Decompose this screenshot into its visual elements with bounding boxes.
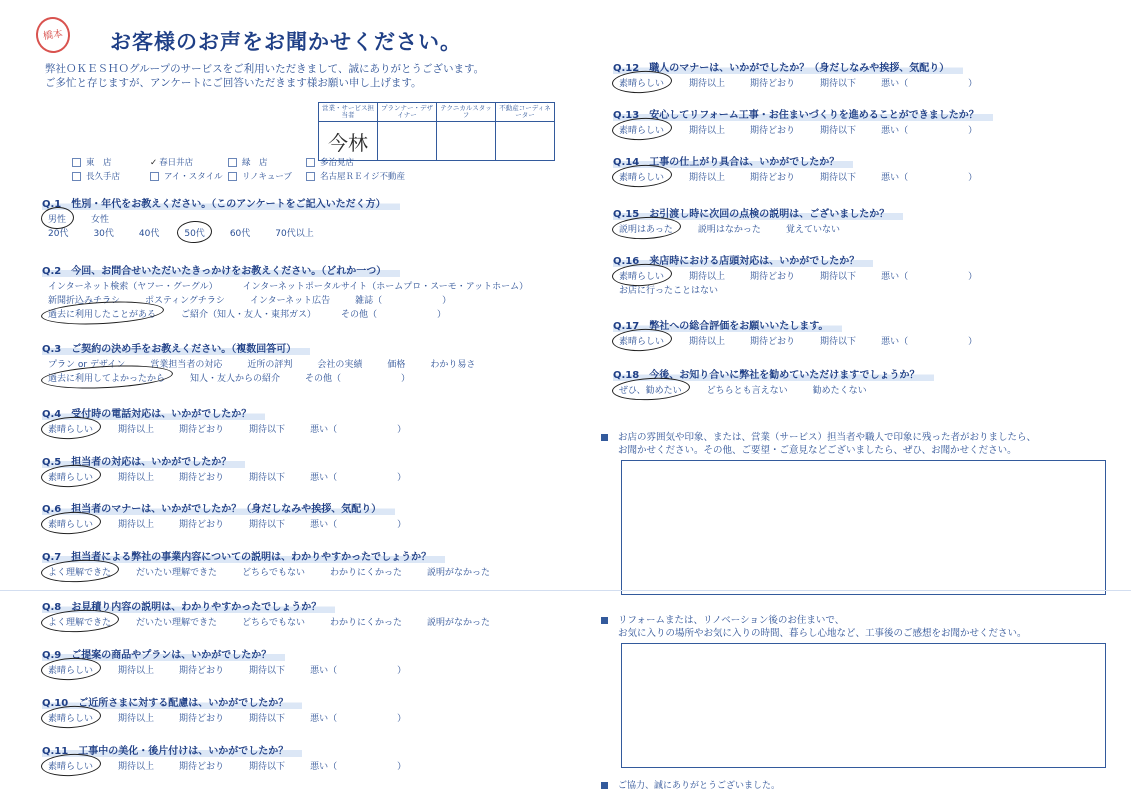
answer-option[interactable]: 期待以下 <box>249 714 286 724</box>
answer-option[interactable]: 悪い（ <box>881 173 909 183</box>
store-option[interactable] <box>72 156 150 170</box>
answer-option[interactable]: 70代以上 <box>275 229 314 239</box>
question-heading <box>613 106 993 121</box>
staff-header: プランナー・デザイナー <box>378 103 437 122</box>
answer-option[interactable]: だいたい理解できた <box>136 568 218 578</box>
answer-option[interactable]: 素晴らしい <box>48 517 93 530</box>
question-5 <box>42 453 407 483</box>
question-text: 今後、お知り合いに弊社を勧めていただけますでしょうか？ <box>649 370 920 381</box>
answer-option[interactable]: 会社の実績 <box>317 360 363 370</box>
answer-option[interactable]: 30代 <box>93 229 114 239</box>
store-label: リノキューブ <box>242 172 292 182</box>
question-number: Q.4 <box>42 409 62 420</box>
question-text: 受付時の電話対応は、いかがでしたか？ <box>71 409 252 420</box>
answer-options <box>619 222 865 235</box>
store-label: 名古屋ＲＥイジ不動産 <box>320 172 406 182</box>
answer-option[interactable]: 悪い（ <box>310 425 338 435</box>
answer-option[interactable]: 素晴らしい <box>619 76 664 89</box>
question-text: 職人のマナーは、いかがでしたか？（身だしなみや挨拶、気配り） <box>649 63 950 74</box>
check-mark-icon[interactable]: ✓ <box>150 158 158 168</box>
answer-option[interactable]: 勧めたくない <box>812 386 867 396</box>
answer-option[interactable]: 期待どおり <box>179 762 225 772</box>
answer-option[interactable]: 期待どおり <box>750 173 796 183</box>
answer-option[interactable]: 悪い（ <box>881 79 909 89</box>
answer-option[interactable]: 期待以上 <box>118 714 155 724</box>
store-option[interactable] <box>72 170 150 184</box>
comment2-line: リフォームまたは、リノベーション後のお住まいで、 <box>618 615 845 626</box>
question-11 <box>42 742 407 772</box>
answer-option[interactable]: わかりにくかった <box>329 618 402 628</box>
answer-option[interactable]: 期待以上 <box>118 473 155 483</box>
answer-option[interactable]: ご紹介（知人・友人・東邦ガス） <box>181 310 317 320</box>
question-number: Q.6 <box>42 504 62 515</box>
intro-line: 弊社ＯＫＥＳＨＯグループのサービスをご利用いただきまして、誠にありがとうございます。 <box>45 63 485 75</box>
question-number: Q.9 <box>42 650 62 661</box>
question-text: ご契約の決め手をお教えください。（複数回答可） <box>71 344 297 355</box>
answer-option[interactable]: 期待以下 <box>249 520 286 530</box>
answer-option[interactable]: 60代 <box>229 229 251 239</box>
comment1-line: お店の雰囲気や印象、または、営業（サービス）担当者や職人で印象に残った者がおりましたら、 <box>618 432 1037 443</box>
answer-option[interactable]: 期待どおり <box>179 425 225 435</box>
answer-option[interactable]: 説明はなかった <box>697 225 761 235</box>
answer-option[interactable]: 期待どおり <box>750 272 796 282</box>
answer-option[interactable]: 近所の評判 <box>247 360 293 370</box>
answer-option[interactable]: 知人・友人からの紹介 <box>190 374 281 384</box>
answer-option[interactable]: お店に行ったことはない <box>619 286 719 296</box>
answer-options <box>619 170 977 183</box>
question-text: ご近所さまに対する配慮は、いかがでしたか？ <box>78 698 289 709</box>
answer-options <box>619 123 977 136</box>
store-label: 緑 店 <box>242 158 268 168</box>
paren-close: ） <box>397 762 407 772</box>
answer-options <box>619 269 977 282</box>
comment1-prompt <box>601 431 1036 457</box>
question-number: Q.1 <box>42 199 62 210</box>
question-18 <box>613 366 934 396</box>
answer-option[interactable]: 期待以上 <box>689 173 726 183</box>
answer-option[interactable]: 女性 <box>91 215 110 225</box>
checkbox-icon[interactable] <box>150 172 159 181</box>
answer-option[interactable]: 期待以上 <box>118 520 155 530</box>
comment2-prompt <box>601 614 1027 640</box>
question-number: Q.18 <box>613 370 640 381</box>
question-text: お引渡し時に次回の点検の説明は、ございましたか？ <box>649 209 890 220</box>
answer-option[interactable]: その他（ <box>341 310 378 320</box>
store-label: アイ・スタイル <box>164 172 223 182</box>
question-number: Q.5 <box>42 457 62 468</box>
checkbox-icon[interactable] <box>306 172 315 181</box>
question-heading <box>42 500 395 515</box>
answer-option[interactable]: 期待以上 <box>118 762 155 772</box>
question-8 <box>42 598 490 628</box>
answer-option[interactable]: 新聞折込みチラシ <box>48 296 121 306</box>
answer-option[interactable]: 悪い（ <box>881 337 909 347</box>
store-option[interactable] <box>150 156 228 170</box>
answer-options <box>48 422 406 435</box>
answer-options <box>48 663 406 676</box>
staff-table <box>318 102 555 161</box>
question-2 <box>42 262 529 320</box>
answer-options <box>48 615 515 628</box>
answer-options <box>48 279 553 292</box>
answer-option[interactable]: 期待どおり <box>750 337 796 347</box>
question-number: Q.11 <box>42 746 69 757</box>
question-heading <box>42 195 400 210</box>
question-heading <box>613 59 963 74</box>
question-14 <box>613 153 978 183</box>
question-1 <box>42 195 400 239</box>
answer-option[interactable]: インターネットポータルサイト（ホームプロ・スーモ・アットホーム） <box>242 282 529 292</box>
answer-option[interactable]: 覚えていない <box>785 225 840 235</box>
answer-option[interactable]: 素晴らしい <box>619 123 664 136</box>
fold-line <box>0 590 1131 591</box>
paren-close: ） <box>397 473 407 483</box>
answer-option[interactable]: 期待以下 <box>820 173 857 183</box>
answer-option[interactable]: 悪い（ <box>881 126 909 136</box>
question-17 <box>613 317 978 347</box>
question-text: 担当者のマナーは、いかがでしたか？（身だしなみや挨拶、気配り） <box>71 504 382 515</box>
question-text: お見積り内容の説明は、わかりやすかったでしょうか？ <box>71 602 322 613</box>
paren-close: ） <box>968 272 978 282</box>
checkbox-icon[interactable] <box>72 172 81 181</box>
store-row <box>72 156 384 170</box>
answer-option[interactable]: 20代 <box>48 229 69 239</box>
question-3 <box>42 340 476 384</box>
answer-option[interactable]: 期待以下 <box>820 272 857 282</box>
square-bullet-icon <box>601 434 608 441</box>
question-number: Q.8 <box>42 602 62 613</box>
answer-option[interactable]: 50代 <box>184 226 204 239</box>
store-option[interactable] <box>306 156 384 170</box>
staff-header: テクニカルスタッフ <box>437 103 496 122</box>
question-text: 工事の仕上がり具合は、いかがでしたか？ <box>649 157 840 168</box>
checkbox-icon[interactable] <box>228 158 237 167</box>
question-text: 来店時における店頭対応は、いかがでしたか？ <box>649 256 860 267</box>
answer-option[interactable]: 期待どおり <box>179 666 225 676</box>
answer-option[interactable]: 悪い（ <box>310 714 338 724</box>
question-number: Q.17 <box>613 321 640 332</box>
store-label: 長久手店 <box>86 172 121 182</box>
store-option[interactable] <box>228 170 306 184</box>
question-13 <box>613 106 993 136</box>
answer-options <box>48 759 406 772</box>
answer-option[interactable]: 期待以下 <box>249 473 286 483</box>
answer-options <box>619 334 977 347</box>
comment1-box[interactable] <box>621 460 1106 595</box>
answer-option[interactable]: 期待以上 <box>689 126 726 136</box>
answer-option[interactable]: 期待以下 <box>820 79 857 89</box>
checkbox-icon[interactable] <box>306 158 315 167</box>
answer-option[interactable]: 素晴らしい <box>48 759 93 772</box>
question-number: Q.7 <box>42 552 62 563</box>
paren-close: ） <box>397 520 407 530</box>
answer-options <box>48 371 410 384</box>
answer-option[interactable]: 期待どおり <box>179 473 225 483</box>
question-10 <box>42 694 407 724</box>
answer-option[interactable]: 過去に利用したことがある <box>48 307 156 320</box>
question-text: 担当者の対応は、いかがでしたか？ <box>71 457 232 468</box>
question-number: Q.16 <box>613 256 640 267</box>
answer-option[interactable]: 男性 <box>48 212 66 225</box>
answer-option[interactable]: わかりにくかった <box>329 568 402 578</box>
comment1-line: お聞かせください。その他、ご要望・ご意見などございましたら、ぜひ、お聞かせください。 <box>618 445 1017 456</box>
answer-option[interactable]: 期待以下 <box>249 425 286 435</box>
answer-option[interactable]: ポスティングチラシ <box>145 296 225 306</box>
question-7 <box>42 548 490 578</box>
question-heading <box>42 262 400 277</box>
question-15 <box>613 205 903 235</box>
question-9 <box>42 646 407 676</box>
answer-option[interactable]: だいたい理解できた <box>136 618 218 628</box>
answer-option[interactable]: よく理解できた <box>48 615 111 628</box>
question-number: Q.13 <box>613 110 640 121</box>
paren-close: ） <box>968 337 978 347</box>
answer-option[interactable]: 期待以上 <box>689 79 726 89</box>
question-number: Q.3 <box>42 344 62 355</box>
answer-options <box>48 470 406 483</box>
answer-option[interactable]: よく理解できた <box>48 565 111 578</box>
answer-option[interactable]: 悪い（ <box>310 666 338 676</box>
answer-option[interactable]: 悪い（ <box>310 762 338 772</box>
question-number: Q.10 <box>42 698 69 709</box>
answer-option[interactable]: 説明はあった <box>619 222 673 235</box>
intro-line: ご多忙と存じますが、アンケートにご回答いただきます様お願い申し上げます。 <box>45 77 422 89</box>
answer-option[interactable]: 素晴らしい <box>619 170 664 183</box>
store-option[interactable] <box>150 170 228 184</box>
answer-option[interactable]: 素晴らしい <box>48 422 93 435</box>
question-text: ご提案の商品やプランは、いかがでしたか？ <box>71 650 272 661</box>
answer-option[interactable]: 説明がなかった <box>426 618 490 628</box>
comment2-line: お気に入りの場所やお気に入りの時間、暮らし心地など、工事後のご感想をお聞かせください。 <box>618 628 1027 639</box>
answer-option[interactable]: 悪い（ <box>310 473 338 483</box>
page-title: お客様のお声をお聞かせください。 <box>110 30 462 54</box>
footer-text <box>601 778 780 791</box>
question-text: 性別・年代をお教えください。（このアンケートをご記入いただく方） <box>71 199 386 210</box>
staff-field[interactable]: 今林 <box>319 122 378 161</box>
answer-option[interactable]: わかり易さ <box>430 360 476 370</box>
square-bullet-icon <box>601 617 608 624</box>
square-bullet-icon <box>601 782 608 789</box>
answer-options <box>48 226 339 239</box>
answer-options <box>619 383 892 396</box>
question-16 <box>613 252 978 296</box>
paren-close: ） <box>401 374 411 384</box>
answer-option[interactable]: 悪い（ <box>310 520 338 530</box>
question-number: Q.15 <box>613 209 640 220</box>
paren-close: ） <box>442 296 452 306</box>
answer-option[interactable]: 期待以下 <box>249 762 286 772</box>
question-text: 安心してリフォーム工事・お住まいづくりを進めることができましたか？ <box>649 110 979 121</box>
answer-options <box>48 212 134 225</box>
staff-header: 不動産コーディネーター <box>496 103 555 122</box>
paren-close: ） <box>968 126 978 136</box>
question-number: Q.2 <box>42 266 62 277</box>
staff-header: 営業・サービス担当者 <box>319 103 378 122</box>
answer-option[interactable]: 説明がなかった <box>426 568 490 578</box>
intro-text <box>45 62 484 90</box>
staff-field[interactable] <box>496 122 555 161</box>
answer-option[interactable]: その他（ <box>305 374 342 384</box>
answer-option[interactable]: どちらでもない <box>242 618 305 628</box>
answer-option[interactable]: 40代 <box>138 229 160 239</box>
answer-option[interactable]: プラン or デザイン <box>48 360 126 370</box>
question-heading <box>42 340 310 355</box>
answer-option[interactable]: 悪い（ <box>881 272 909 282</box>
answer-options <box>48 517 406 530</box>
question-12 <box>613 59 978 89</box>
store-label: 春日井店 <box>159 158 194 168</box>
question-number: Q.12 <box>613 63 640 74</box>
question-6 <box>42 500 407 530</box>
answer-options <box>48 565 515 578</box>
answer-option[interactable]: 素晴らしい <box>48 470 93 483</box>
staff-field[interactable] <box>437 122 496 161</box>
seal-stamp <box>34 15 73 55</box>
answer-option[interactable]: 期待以下 <box>820 126 857 136</box>
answer-option[interactable]: 素晴らしい <box>48 663 93 676</box>
store-option[interactable] <box>228 156 306 170</box>
question-number: Q.14 <box>613 157 640 168</box>
answer-option[interactable]: 期待以上 <box>118 425 155 435</box>
answer-option[interactable]: 素晴らしい <box>48 711 93 724</box>
answer-option[interactable]: インターネット広告 <box>249 296 331 306</box>
answer-options <box>48 307 446 320</box>
question-text: 工事中の美化・後片付けは、いかがでしたか？ <box>78 746 289 757</box>
answer-option[interactable]: 期待以上 <box>118 666 155 676</box>
answer-option[interactable]: 期待どおり <box>750 126 796 136</box>
paren-close: ） <box>968 173 978 183</box>
store-label: 東 店 <box>86 158 112 168</box>
seal-text: 橋本 <box>42 28 64 42</box>
paren-close: ） <box>397 666 407 676</box>
answer-option[interactable]: 期待どおり <box>179 714 225 724</box>
answer-options <box>48 711 406 724</box>
answer-option[interactable]: 営業担当者の対応 <box>150 360 223 370</box>
answer-option[interactable]: 期待以上 <box>689 272 726 282</box>
answer-option[interactable]: どちらとも言えない <box>706 386 788 396</box>
answer-option[interactable]: 期待以上 <box>689 337 726 347</box>
checkbox-icon[interactable] <box>72 158 81 167</box>
answer-option[interactable]: 価格 <box>387 360 406 370</box>
paren-close: ） <box>437 310 447 320</box>
checkbox-icon[interactable] <box>228 172 237 181</box>
store-label: 多治見店 <box>320 158 355 168</box>
store-checklist <box>72 156 406 184</box>
answer-option[interactable]: 期待以下 <box>249 666 286 676</box>
answer-option[interactable]: 素晴らしい <box>619 269 664 282</box>
question-text: 担当者による弊社の事業内容についての説明は、わかりやすかったでしょうか？ <box>71 552 432 563</box>
question-text: 今回、お問合せいただいたきっかけをお教えください。（どれか一つ） <box>71 266 387 277</box>
paren-close: ） <box>968 79 978 89</box>
staff-field[interactable] <box>378 122 437 161</box>
answer-option[interactable]: インターネット検索（ヤフー・グーグル） <box>48 282 218 292</box>
store-row <box>72 170 406 184</box>
answer-option[interactable]: 期待どおり <box>179 520 225 530</box>
answer-options <box>619 76 977 89</box>
question-text: 弊社への総合評価をお願いいたします。 <box>649 321 829 332</box>
comment2-box[interactable] <box>621 643 1106 768</box>
answer-options <box>619 283 743 296</box>
answer-option[interactable]: 雑誌（ <box>355 296 383 306</box>
paren-close: ） <box>397 425 407 435</box>
answer-option[interactable]: 素晴らしい <box>619 334 664 347</box>
answer-option[interactable]: ぜひ、勧めたい <box>619 383 682 396</box>
answer-option[interactable]: 期待以下 <box>820 337 857 347</box>
store-option[interactable] <box>306 170 406 184</box>
paren-close: ） <box>397 714 407 724</box>
answer-option[interactable]: 過去に利用してよかったから <box>48 371 165 384</box>
answer-option[interactable]: 期待どおり <box>750 79 796 89</box>
answer-option[interactable]: どちらでもない <box>242 568 305 578</box>
footer-label: ご協力、誠にありがとうございました。 <box>618 781 781 791</box>
question-4 <box>42 405 407 435</box>
